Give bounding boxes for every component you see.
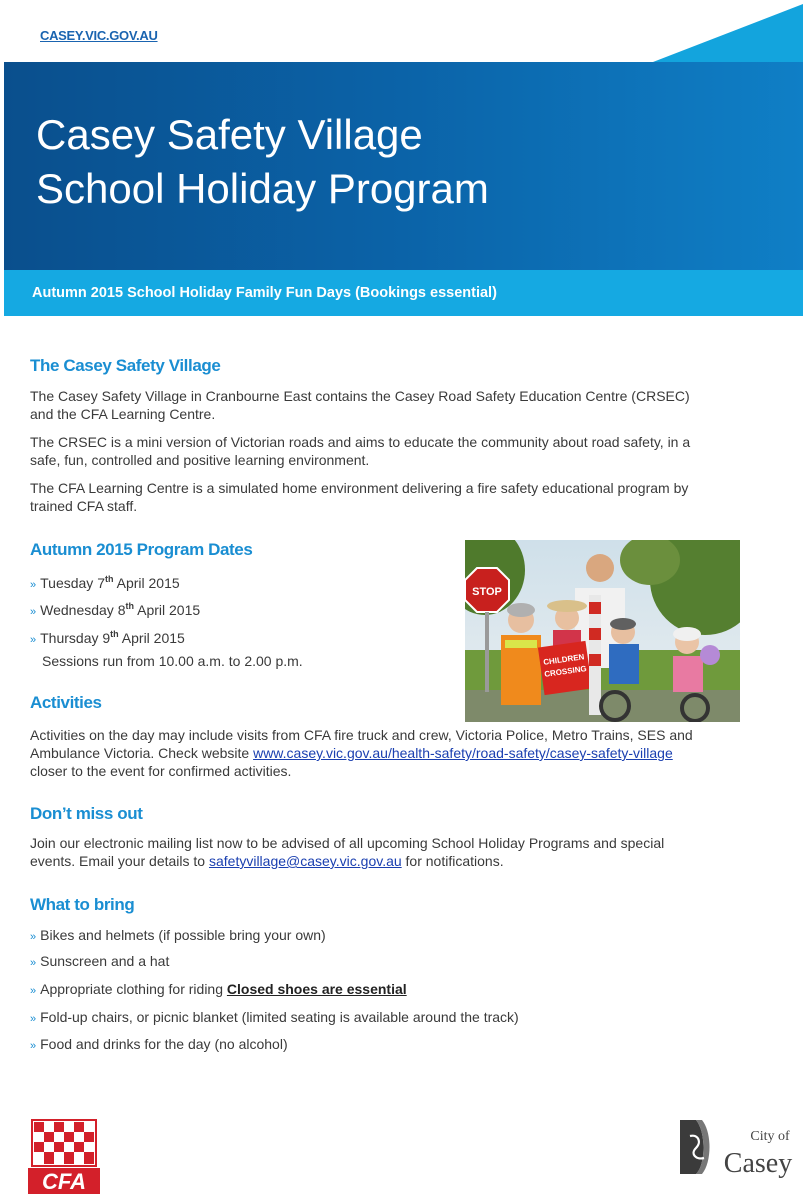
subtitle-band	[4, 270, 803, 316]
subtitle: Autumn 2015 School Holiday Family Fun Days (Bookings essential)	[32, 285, 497, 301]
svg-text:CROSSING: CROSSING	[543, 664, 588, 679]
svg-text:CHILDREN: CHILDREN	[542, 652, 585, 667]
mailing-list-paragraph: Join our electronic mailing list now to be advised of all upcoming School Holiday Programs and special events. Email your details to safetyvillage@casey.vic.gov.au for notifications.	[30, 835, 665, 869]
bullet-chevron-icon: »	[30, 1013, 37, 1025]
email-link[interactable]: safetyvillage@casey.vic.gov.au	[208, 853, 402, 869]
children-safety-photo	[465, 540, 740, 722]
header	[4, 4, 803, 316]
page-title	[36, 108, 489, 216]
bring-item: » Food and drinks for the day (no alcohol)	[30, 1036, 288, 1052]
bullet-chevron-icon: »	[30, 634, 37, 646]
date-item: » Thursday 9th April 2015	[30, 629, 185, 646]
village-website-link[interactable]: www.casey.vic.gov.au/health-safety/road-safety/casey-safety-village	[253, 745, 673, 761]
date-item: » Tuesday 7th April 2015	[30, 574, 180, 591]
activities-paragraph: Activities on the day may include visits from CFA fire truck and crew, Victoria Police, Metro Trains, SES and Ambulance Victoria. Check website www.casey.vic.gov.au/health-safety/road-safety/casey-safety-village closer to the event for confirmed activities.	[30, 727, 693, 779]
stop-sign-text: STOP	[472, 586, 502, 598]
village-paragraph-3: The CFA Learning Centre is a simulated home environment delivering a fire safety educational program by trained CFA staff.	[30, 480, 689, 514]
village-paragraph-1: The Casey Safety Village in Cranbourne East contains the Casey Road Safety Education Centre (CRSEC) and the CFA Learning Centre.	[30, 388, 690, 422]
village-paragraph-2: The CRSEC is a mini version of Victorian roads and aims to educate the community about road safety, in a safe, fun, controlled and positive learning environment.	[30, 434, 691, 468]
session-times: Sessions run from 10.00 a.m. to 2.00 p.m.	[42, 653, 303, 669]
title-line-1: Casey Safety Village	[36, 111, 423, 158]
bullet-chevron-icon: »	[30, 985, 37, 997]
bring-item: » Sunscreen and a hat	[30, 953, 170, 969]
date-item: » Wednesday 8th April 2015	[30, 601, 201, 618]
heading-safety-village: The Casey Safety Village	[30, 356, 221, 375]
heading-program-dates: Autumn 2015 Program Dates	[30, 540, 253, 559]
bullet-chevron-icon: »	[30, 579, 37, 591]
bring-item: » Appropriate clothing for riding Closed shoes are essential	[30, 981, 407, 997]
city-of-casey-logo	[676, 1114, 802, 1180]
title-line-2: School Holiday Program	[36, 165, 489, 212]
casey-logo-big-text: Casey	[723, 1148, 793, 1179]
heading-dont-miss-out: Don’t miss out	[30, 804, 143, 823]
casey-logo-small-text: City of	[750, 1129, 790, 1144]
heading-activities: Activities	[30, 693, 102, 712]
bullet-chevron-icon: »	[30, 957, 37, 969]
header-corner-accent	[653, 4, 803, 62]
closed-shoes-emphasis: Closed shoes are essential	[226, 981, 407, 997]
heading-what-to-bring: What to bring	[30, 895, 135, 914]
bring-item: » Bikes and helmets (if possible bring your own)	[30, 927, 326, 943]
site-link[interactable]: CASEY.VIC.GOV.AU	[40, 28, 158, 43]
cfa-logo-text: CFA	[42, 1169, 86, 1194]
bullet-chevron-icon: »	[30, 1040, 37, 1052]
bring-item: » Fold-up chairs, or picnic blanket (limited seating is available around the track)	[30, 1009, 519, 1025]
bullet-chevron-icon: »	[30, 931, 37, 943]
cfa-logo	[26, 1118, 102, 1196]
bullet-chevron-icon: »	[30, 606, 37, 618]
